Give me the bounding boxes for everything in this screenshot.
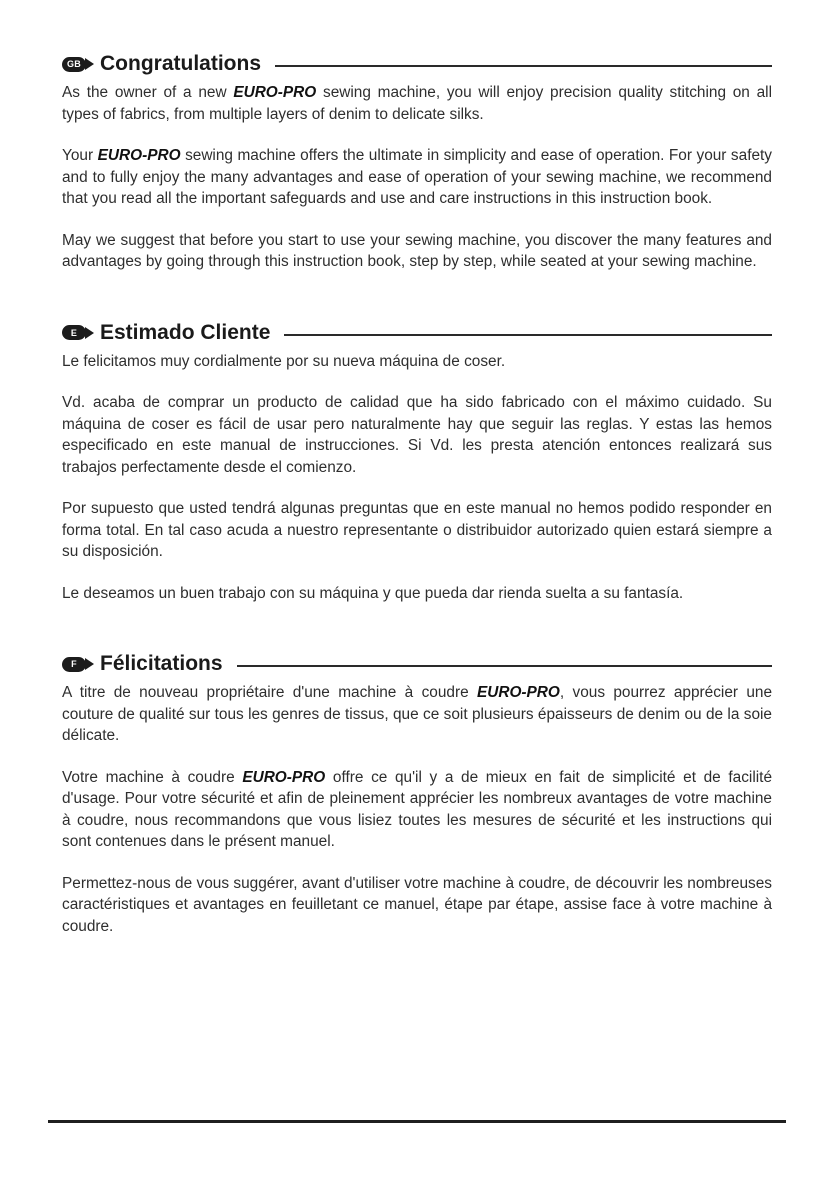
paragraph: Le deseamos un buen trabajo con su máquina y que pueda dar rienda suelta a su fantasía. <box>62 584 684 602</box>
brand-name: EURO-PRO <box>476 684 560 701</box>
section-felicitations <box>62 650 772 937</box>
paragraph: May we suggest that before you start to use your sewing machine, you discover the many features and advantages by going through this instruction book, step by step, while seated at your sewing machine. <box>62 231 772 270</box>
heading-rule <box>237 665 772 667</box>
language-badge-icon: E <box>62 325 86 340</box>
section-title: Congratulations <box>100 52 261 75</box>
paragraph <box>62 145 772 210</box>
paragraph: Vd. acaba de comprar un producto de calidad que ha sido fabricado con el máximo cuidado. Su máquina de coser es fácil de usar pero naturalmente hay que seguir las reglas. Y estas las hemos especificado en este manual de instrucciones. Si Vd. les presta atención entonces realizará sus trabajos perfectamente desde el comienzo. <box>62 394 772 476</box>
section-estimado-cliente <box>62 319 772 605</box>
section-heading <box>62 50 772 78</box>
manual-page <box>62 50 772 937</box>
brand-name: EURO-PRO <box>242 768 326 786</box>
text-run: Your <box>62 147 98 164</box>
text-run: Votre machine à coudre <box>62 768 243 786</box>
section-heading <box>62 319 772 347</box>
text-run: A titre de nouveau propriétaire d'une machine à coudre <box>62 684 477 701</box>
paragraph: Permettez-nous de vous suggérer, avant d'utiliser votre machine à coudre, de découvrir les nombreuses caractéristiques et avantages en feuilletant ce manuel, étape par étape, assise face à votre machine à coudre. <box>62 874 772 935</box>
section-title: Félicitations <box>100 652 223 675</box>
paragraph <box>62 682 772 747</box>
text-run: sewing machine, you will enjoy precision quality stitching on all types of fabrics, from multiple layers of denim to delicate silks. <box>62 84 773 123</box>
brand-name: EURO-PRO <box>97 147 181 164</box>
section-heading <box>62 650 772 678</box>
section-title: Estimado Cliente <box>100 320 271 344</box>
paragraph <box>62 767 772 853</box>
language-badge-icon: GB <box>62 57 86 72</box>
text-run: sewing machine offers the ultimate in simplicity and ease of operation. For your safety and to fully enjoy the many advantages and ease of operation of your sewing machine, we recommend that you read all the important safeguards and use and care instructions in this instruction book. <box>62 147 772 207</box>
paragraph: Le felicitamos muy cordialmente por su nueva máquina de coser. <box>62 352 506 370</box>
footer-rule <box>48 1120 786 1123</box>
paragraph <box>62 82 772 125</box>
heading-rule <box>284 334 772 336</box>
brand-name: EURO-PRO <box>233 84 317 101</box>
heading-rule <box>275 65 772 67</box>
text-run: As the owner of a new <box>62 84 234 101</box>
language-badge-icon: F <box>62 657 86 672</box>
paragraph: Por supuesto que usted tendrá algunas preguntas que en este manual no hemos podido responder en forma total. En tal caso acuda a nuestro representante o distribuidor autorizado quien estará siempre a su disposición. <box>62 500 772 560</box>
section-congratulations <box>62 50 772 273</box>
text-run: , vous pourrez apprécier une couture de qualité sur tous les genres de tissus, que ce soit plusieurs épaisseurs de denim ou de la soie délicate. <box>62 684 772 744</box>
text-run: offre ce qu'il y a de mieux en fait de simplicité et de facilité d'usage. Pour votre sécurité et afin de pleinement apprécier les nombreux avantages de votre machine à coudre, nous recommandons que vous lisiez toutes les mesures de sécurité et les instructions qui sont contenues dans le présent manuel. <box>62 768 772 850</box>
